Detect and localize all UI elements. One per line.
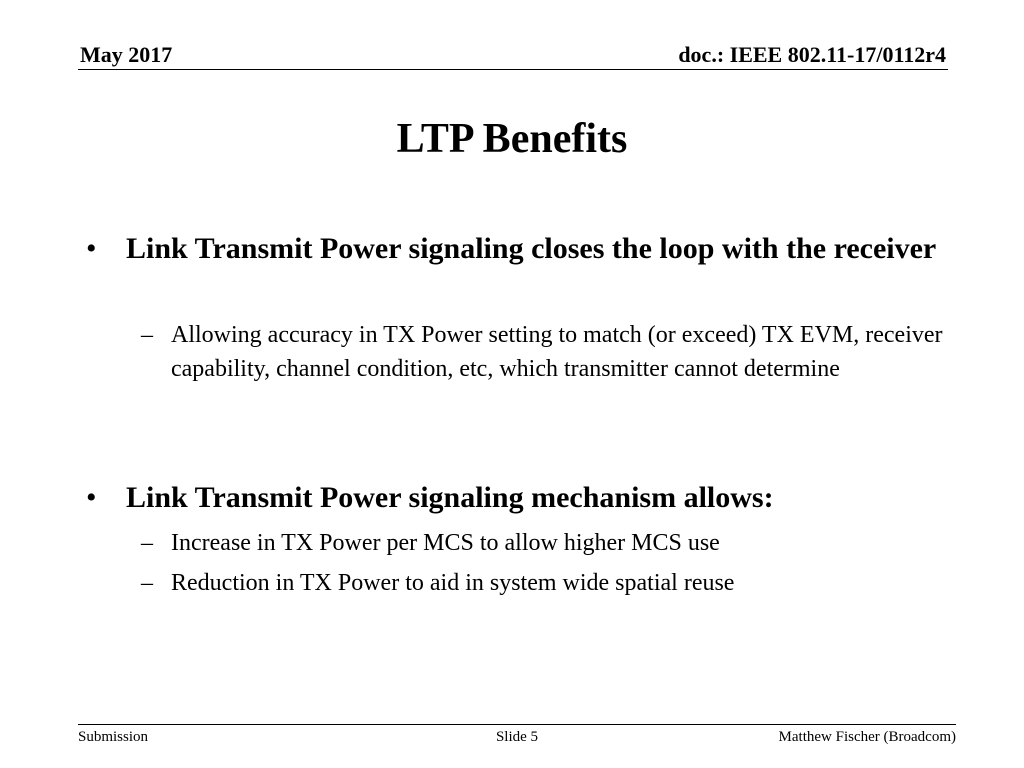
footer-divider (78, 724, 956, 725)
bullet-item (86, 478, 946, 518)
sub-bullet-marker: – (141, 322, 153, 348)
bullet-text: Link Transmit Power signaling closes the loop with the receiver (126, 232, 937, 265)
sub-bullet-text: Reduction in TX Power to aid in system wide spatial reuse (171, 570, 735, 596)
sub-bullet-item (141, 526, 961, 560)
slide-title: LTP Benefits (396, 116, 628, 162)
sub-bullet-marker: – (141, 530, 153, 556)
bullet-text: Link Transmit Power signaling mechanism allows: (126, 481, 774, 514)
bullet-marker: • (86, 232, 97, 265)
sub-bullet-item (141, 566, 961, 600)
header-doc-id: doc.: IEEE 802.11-17/0112r4 (678, 42, 946, 67)
sub-bullet-item (141, 318, 961, 386)
sub-bullet-text: Increase in TX Power per MCS to allow higher MCS use (171, 530, 720, 556)
bullet-marker: • (86, 481, 97, 514)
sub-bullet-text: Allowing accuracy in TX Power setting to match (or exceed) TX EVM, receiver capability, channel condition, etc, which transmitter cannot determine (171, 322, 943, 382)
sub-bullet-marker: – (141, 570, 153, 596)
footer-author: Matthew Fischer (Broadcom) (778, 729, 956, 745)
header-date: May 2017 (80, 42, 173, 67)
footer-submission: Submission (78, 729, 149, 745)
footer-slide-number: Slide 5 (495, 729, 539, 745)
header-divider (78, 69, 948, 70)
bullet-item (86, 229, 946, 269)
